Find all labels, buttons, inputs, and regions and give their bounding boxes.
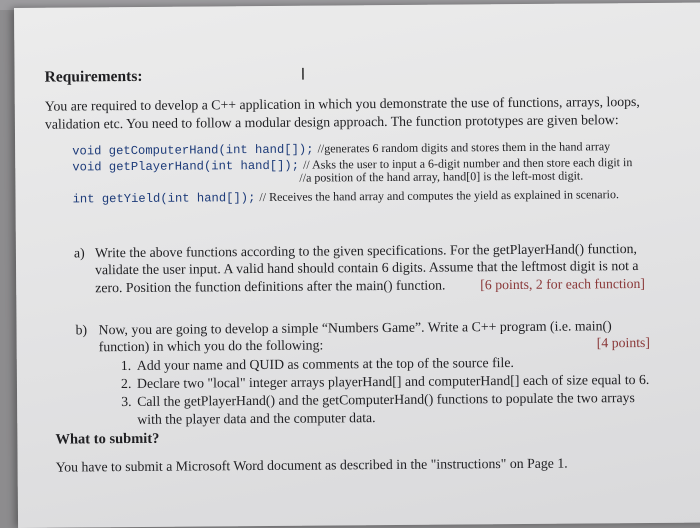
prototype-comment: // Receives the hand array and computes the yield as explained in scenario. bbox=[259, 187, 619, 204]
part-a-points: [6 points, 2 for each function] bbox=[480, 275, 646, 293]
prototype-comment: //generates 6 random digits and stores them in the hand array bbox=[317, 139, 611, 156]
part-a-line-3: zero. Position the function definitions after the main() function. bbox=[95, 277, 446, 296]
step-3-text: Call the getPlayerHand() and the getComputerHand() functions to populate the two arrays bbox=[137, 390, 635, 409]
part-b-line-2: function) in which you do the following: bbox=[98, 337, 324, 355]
step-3-text-cont: with the player data and the computer data. bbox=[137, 410, 376, 427]
text-cursor-icon: I bbox=[300, 64, 306, 84]
prototype-code: void getComputerHand(int hand[]); bbox=[72, 142, 314, 159]
step-3-number: 3. bbox=[121, 393, 132, 410]
part-a-line-2: validate the user input. A valid hand should contain 6 digits. Assume that the leftmost digit is not a bbox=[95, 257, 639, 278]
intro-line-2: validation etc. You need to follow a modular design approach. The function prototypes are given below: bbox=[44, 112, 619, 132]
requirements-heading: Requirements: bbox=[44, 67, 143, 86]
step-2-text: Declare two "local" integer arrays playerHand[] and computerHand[] each of size equal to 6. bbox=[136, 371, 650, 391]
step-1-text: Add your name and QUID as comments at the top of the source file. bbox=[136, 354, 514, 373]
submit-instructions: You have to submit a Microsoft Word document as described in the "instructions" on Page 1. bbox=[55, 455, 568, 475]
intro-line-1: You are required to develop a C++ application in which you demonstrate the use of functions, arrays, loops, bbox=[44, 93, 640, 114]
part-b-points: [4 points] bbox=[596, 334, 651, 351]
step-1-number: 1. bbox=[120, 357, 132, 374]
prototype-comment: // Asks the user to input a 6-digit number and then store each digit in bbox=[302, 155, 633, 172]
part-a-line-1: Write the above functions according to the given specifications. For the getPlayerHand() function, bbox=[94, 241, 637, 261]
prototype-code: int getYield(int hand[]); bbox=[72, 191, 256, 207]
part-a-label: a) bbox=[73, 245, 85, 261]
prototype-3 bbox=[72, 185, 619, 207]
what-to-submit-heading: What to submit? bbox=[55, 430, 160, 448]
prototype-code: void getPlayerHand(int hand[]); bbox=[72, 158, 300, 175]
part-b-label: b) bbox=[75, 322, 88, 338]
step-2-number: 2. bbox=[120, 375, 132, 392]
part-b-line-1: Now, you are going to develop a simple “Numbers Game”. Write a C++ program (i.e. main() bbox=[98, 318, 612, 338]
prototype-2-comment-cont: //a position of the hand array, hand[0] is the left-most digit. bbox=[299, 168, 584, 185]
